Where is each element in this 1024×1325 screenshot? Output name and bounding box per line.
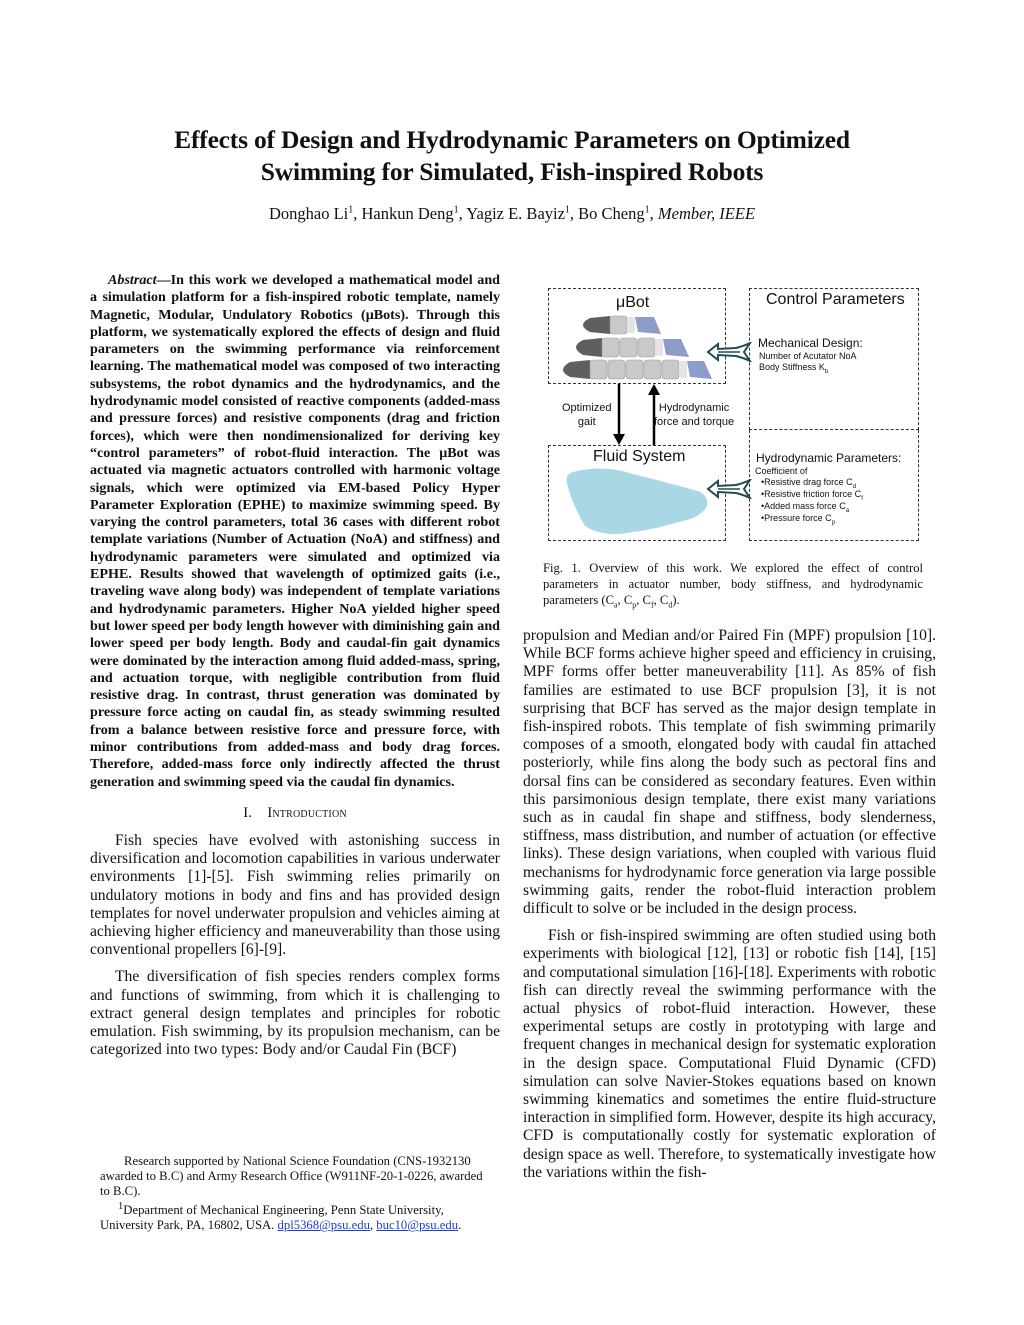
robot-variant-long <box>563 360 712 379</box>
title-line-1: Effects of Design and Hydrodynamic Parameters on Optimized <box>174 125 850 154</box>
caudal-fin <box>663 339 689 357</box>
body-paragraph: Fish or fish-inspired swimming are often studied using both experiments with biological [12], [13] or robotic fish [14], [15] and computational simulation [16]-[18]. Experiments with robotic fish can directly reveal the swimming performance with the actual physics of robot-fluid interaction. However, these experimental setups are costly in prototyping with large and frequent changes in mechanical design for systematic exploration in the design space. Computational Fluid Dynamic (CFD) simulation can solve Navier-Stokes equations based on known swimming kinematics and sometimes the entire fluid-structure interaction in simplified form. However, despite its high accuracy, CFD is computationally costly for systematic exploration of design space as well. Therefore, to systematically investigate how the variations within the fish- <box>523 927 936 1181</box>
author: Yagiz E. Bayiz <box>466 204 565 223</box>
robot-segment <box>610 316 627 334</box>
robot-segment <box>662 360 679 379</box>
subscript: p <box>632 600 637 610</box>
separator: , <box>369 1218 377 1233</box>
down-arrow-icon <box>613 384 625 446</box>
subscript: b <box>824 368 829 375</box>
subscript: f <box>650 600 654 610</box>
caption-label: Fig. 1. <box>543 561 581 575</box>
item-text: •Resistive friction force C <box>761 489 862 499</box>
label-line: gait <box>577 416 596 428</box>
control-parameters-label: Control Parameters <box>766 291 905 308</box>
body-paragraph: The diversification of fish species renders complex forms and functions of swimming, from which it is challenging to extract general design templates and principles for robotic emulation. Fish swimming, by its propulsion mechanism, can be categorized into two types: Body and/or Caudal Fin (BCF) <box>90 968 500 1059</box>
right-column <box>523 627 936 1191</box>
author: Hankun Deng <box>361 204 454 223</box>
caudal-fin <box>687 361 712 379</box>
abstract-label: Abstract <box>108 272 157 288</box>
body-paragraph: propulsion and Median and/or Paired Fin (MPF) propulsion [10]. While BCF forms achieve higher speed and efficiency in cruising, MPF forms offer better maneuverability [11]. As 85% of fish families are estimated to use BCF propulsion [3], it is not surprising that BCF has served as the major design template in fish-inspired robots. This template of fish swimming primarily composes of a smooth, elongated body with caudal fin attached posteriorly, while fins along the body such as pectoral fins and dorsal fins can be considered as secondary features. Even within this parsimonious design template, there exist many variations such as in caudal fin shape and stiffness, body slenderness, stiffness, mass distribution, and number of actuation (or effective links). These design variations, when coupled with various fluid mechanisms for hydrodynamic force generation via large possible swimming gaits, render the robot-fluid interaction problem difficult to solve or be included in the design process. <box>523 627 936 918</box>
optimized-gait-label <box>562 401 612 429</box>
figure-1 <box>540 280 930 550</box>
email-link[interactable]: dpl5368@psu.edu <box>277 1218 370 1233</box>
mechanical-design-item <box>759 362 828 375</box>
period: . <box>458 1218 462 1233</box>
affiliation-note <box>100 1199 495 1233</box>
hollow-arrow-icon <box>706 342 752 362</box>
subscript: a <box>613 600 618 610</box>
fluid-system-label: Fluid System <box>593 448 686 465</box>
footnote <box>100 1154 495 1233</box>
subscript: d <box>668 600 673 610</box>
subscript: f <box>861 495 863 502</box>
affiliation-text: Department of Mechanical Engineering, Penn State University, University Park, PA, 16802, USA. <box>100 1203 444 1233</box>
item-text: Body Stiffness K <box>759 362 825 372</box>
robot-segment <box>644 360 661 379</box>
caudal-fin <box>635 317 661 334</box>
item-text: •Added mass force C <box>761 501 846 511</box>
abstract <box>90 272 500 791</box>
item-text: •Resistive drag force C <box>761 477 853 487</box>
title-line-2: Swimming for Simulated, Fish-inspired Robots <box>260 157 764 186</box>
robot-variant-short <box>583 316 661 334</box>
robot-joint <box>627 317 635 333</box>
robot-segment <box>590 360 607 379</box>
left-column <box>90 272 500 1068</box>
robot-variant-medium <box>576 338 689 357</box>
subscript: p <box>831 519 836 526</box>
hydrodynamic-force-label <box>654 401 734 429</box>
affiliation-mark: 1 <box>118 1201 124 1212</box>
author: Donghao Li <box>268 204 349 223</box>
affiliation-mark: 1 <box>453 204 459 216</box>
robot-head <box>563 360 590 379</box>
coefficient-of-label: Coefficient of <box>755 466 808 476</box>
author-list: Donghao Li$^1$, Hankun Deng$^1$, Yagiz E. Bayiz$^1$, Bo Cheng$^1$, Member, IEEE <box>268 204 756 223</box>
mechanical-design-item: Number of Acutator NoA <box>759 351 857 361</box>
robot-segment <box>602 338 619 357</box>
label-line: force and torque <box>654 416 735 428</box>
hydrodynamic-parameter-item <box>761 501 849 514</box>
figure-caption: Fig. 1. Overview of this work. We explored the effect of control parameters in actuator number, body stiffness, and hydrodynamic parameters ($C_a$, $C_p$, $C_f$, $C_d$). <box>543 561 923 610</box>
subscript: a <box>845 507 850 514</box>
item-text: •Pressure force C <box>761 513 832 523</box>
robot-head <box>576 338 602 357</box>
body-paragraph: Fish species have evolved with astonishing success in diversification and locomotion capabilities in various underwater environments [1]-[5]. Fish swimming relies primarily on undulatory motions in body and fins and has provided design templates for novel underwater propulsion and vehicles aiming at achieving higher efficiency and maneuverability than those using conventional propellers [6]-[9]. <box>90 831 500 959</box>
section-title: Introduction <box>267 804 347 821</box>
robot-segment <box>626 360 643 379</box>
caption-text: Overview of this work. We explored the effect of control parameters in actuator number, body stiffness, and hydrodynamic parameters (C <box>543 561 923 607</box>
hydrodynamic-parameter-item <box>761 489 863 502</box>
robot-segment <box>608 360 625 379</box>
email-link[interactable]: buc10@psu.edu <box>376 1218 459 1233</box>
robot-joint <box>679 361 687 378</box>
member-note: Member, IEEE <box>657 204 756 223</box>
abstract-text: In this work we developed a mathematical model and a simulation platform for a fish-inspired robotic template, namely Magnetic, Modular, Undulatory Robotics (μBots). Through this platform, we systematically explored the effects of design and fluid parameters on the swimming performance via reinforcement learning. The mathematical model was composed of two interacting subsystems, the robot dynamics and the hydrodynamics, and the hydrodynamic model consisted of reactive components (added-mass and pressure forces) and resistive components (drag and friction forces), which were then nondimensionalized for deriving key “control parameters” of robot-fluid interaction. The μBot was actuated via magnetic actuators controlled with harmonic voltage signals, which were optimized via EM-based Policy Hyper Parameter Exploration (EPHE) to maximize swimming speed. By varying the control parameters, total 36 cases with different robot template variations (Number of Actuation (NoA) and stiffness) and hydrodynamic parameters were simulated and optimized via EPHE. Results showed that wavelength of optimized gaits (i.e., traveling wave along body) was independent of template variations and hydrodynamic parameters. Higher NoA yielded higher speed but lower speed per body length however with diminishing gain and lower speed per body length. Body and caudal-fin gait dynamics were dominated by the interaction among fluid added-mass, spring, and actuation torque, with negligible contribution from fluid resistive drag. In contrast, thrust generation was dominated by pressure force acting on caudal fin, as steady swimming resulted from a balance between resistive force and pressure force, with minor contributions from added-mass and body drag forces. Therefore, added-mass force only indirectly affected the thrust generation and swimming speed via the caudal fin dynamics. <box>90 272 500 790</box>
robot-joint <box>655 339 663 356</box>
label-line: Optimized <box>562 402 612 414</box>
fluid-blob <box>563 466 713 538</box>
ubot-label: μBot <box>616 294 650 311</box>
robot-segment <box>620 338 637 357</box>
affiliation-mark: 1 <box>644 204 650 216</box>
author: Bo Cheng <box>578 204 645 223</box>
section-number: I. <box>243 804 253 821</box>
subscript: d <box>852 483 857 490</box>
abstract-dash: — <box>156 272 171 288</box>
mechanical-design-title: Mechanical Design: <box>758 336 863 350</box>
robot-segment <box>638 338 655 357</box>
label-line: Hydrodynamic <box>658 402 730 414</box>
paper-title <box>100 124 924 188</box>
section-heading-introduction <box>90 805 500 822</box>
hydrodynamic-parameter-item <box>761 513 835 526</box>
hydrodynamic-parameter-item <box>761 477 856 490</box>
funding-note: Research supported by National Science Foundation (CNS-1932130 awarded to B.C) and Army Research Office (W911NF-20-1-0226, awarded to B.C). <box>100 1154 483 1198</box>
hydrodynamic-parameters-title: Hydrodynamic Parameters: <box>756 451 902 465</box>
affiliation-mark: 1 <box>348 204 354 216</box>
robot-head <box>583 316 610 334</box>
affiliation-mark: 1 <box>564 204 570 216</box>
